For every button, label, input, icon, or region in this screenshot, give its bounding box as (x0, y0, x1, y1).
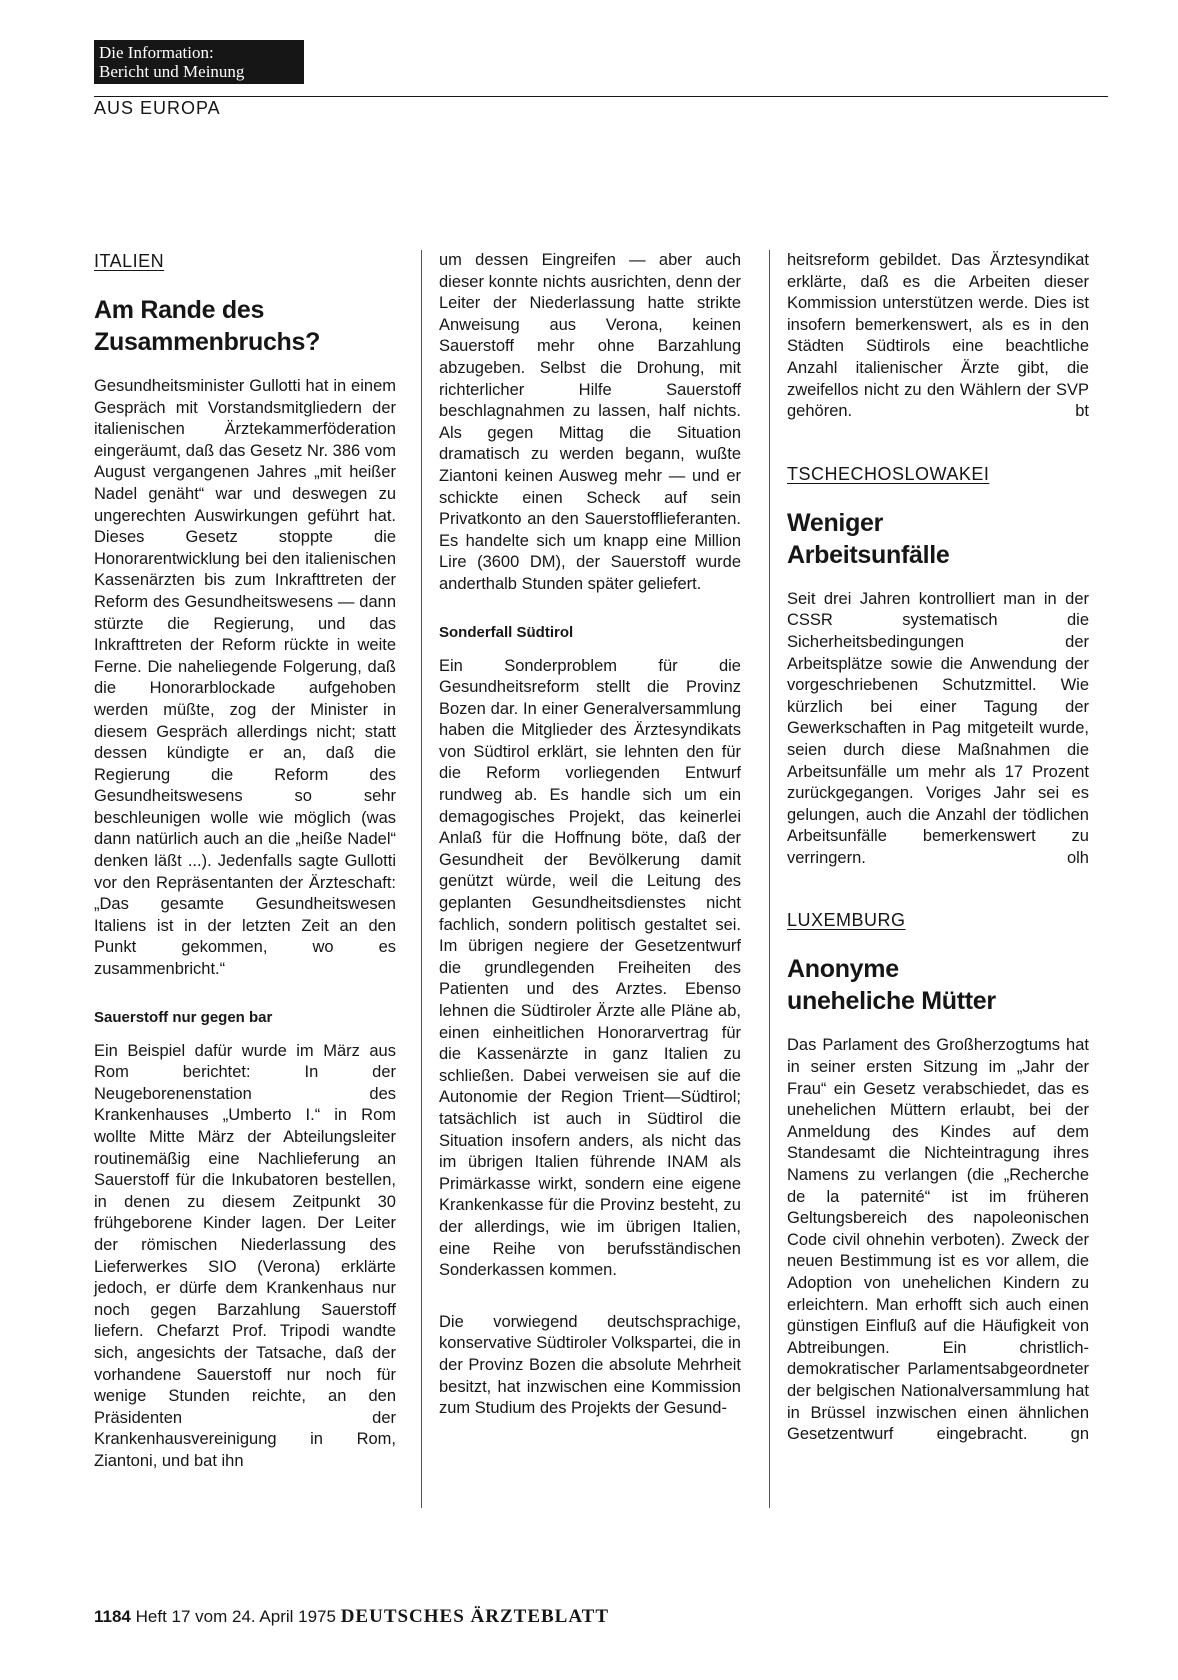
issue-info: Heft 17 vom 24. April 1975 (135, 1607, 336, 1626)
headline-line: Anonyme (787, 955, 899, 984)
section-title: AUS EUROPA (94, 98, 221, 118)
article-paragraph: Ein Beispiel dafür wurde im März aus Rom berichtet: In der Neugeborenenstation des Krankenhauses „Umberto I.“ in Rom wollte Mitte März der Abteilungsleiter routinemäßig eine Nachlieferung an Sauerstoff für die Inkubatoren bestellen, in denen zu diesem Zeitpunkt 30 frühgeborene Kinder lagen. Der Leiter der römischen Niederlassung des Lieferwerkes SIO (Verona) erklärte jedoch, er dürfe dem Krankenhaus nur noch gegen Barzahlung Sauerstoff liefern. Chefarzt Prof. Tripodi wandte sich, angesichts der Tatsache, daß der vorhandene Sauerstoff nur noch für wenige Stunden reichte, an den Präsidenten der Krankenhausvereinigung in Rom, Ziantoni, und bat ihn (94, 1041, 396, 1470)
column-3 (787, 250, 1089, 1446)
column-2 (439, 250, 741, 1420)
paragraph-text: heitsreform gebildet. Das Ärztesyndikat erklärte, daß es die Arbeiten dieser Kommission unterstützen werde. Dies ist insofern bemerkenswert, als es in den Städten Südtirols eine beachtliche Anzahl italienischer Ärzte gibt, die zweifellos nicht zu den Wählern der SVP gehören. (787, 251, 1089, 421)
page-number: 1184 (94, 1607, 131, 1626)
article-headline-tschechoslowakei (787, 507, 1089, 571)
article-paragraph (787, 589, 1089, 870)
article-paragraph: Ein Sonderproblem für die Gesundheitsreform stellt die Provinz Bozen dar. In einer Generalversammlung haben die Mitglieder des Ärztesyndikats von Südtirol erklärt, sie lehnten den für die Reform vorliegenden Entwurf rundweg ab. Es handle sich um ein demagogisches Projekt, das keinerlei Anlaß für die Hoffnung böte, daß der Gesundheit der Bevölkerung damit genützt würde, weil die Leitung des geplanten Gesundheitsdienstes nicht fachlich, sondern politisch gestaltet sei. Im übrigen negiere der Gesetzentwurf die grundlegenden Freiheiten des Patienten und des Arztes. Ebenso lehnen die Südtiroler Ärzte alle Pläne ab, einen einheitlichen Honorarvertrag für die Kassenärzte in ganz Italien zu schließen. Dabei verweisen sie auf die Autonomie der Region Trient—Südtirol; tatsächlich ist auch in Südtirol die Situation insofern anders, als nicht das im übrigen Italien führende INAM als Primärkasse wirkt, sondern eine eigene Krankenkasse für die Provinz besteht, zu der allerdings, wie im übrigen Italien, eine Reihe von berufsständischen Sonderkassen kommen. (439, 656, 741, 1280)
page-footer (94, 1606, 609, 1628)
subheading-sauerstoff: Sauerstoff nur gegen bar (94, 1008, 273, 1026)
article-headline-luxemburg (787, 953, 1089, 1017)
column-separator-1 (421, 250, 422, 1508)
headline-line: Am Rande des (94, 296, 265, 324)
column-1 (94, 250, 396, 1473)
article-paragraph (787, 1035, 1089, 1445)
country-label-tschechoslowakei: TSCHECHOSLOWAKEI (787, 463, 990, 484)
article-paragraph: Gesundheitsminister Gullotti hat in einem Gespräch mit Vorstandsmitgliedern der italienischen Ärztekammerföderation eingeräumt, daß das Gesetz Nr. 386 vom August vergangenen Jahres „mit heißer Nadel genäht“ war und deswegen zu ungerechten Auswirkungen geführt hat. Dieses Gesetz stoppte die Honorarentwicklung bei den italienischen Kassenärzten bis zum Inkrafttreten der Reform des Gesundheitswesens — dann stürzte die Regierung, und das Inkrafttreten der Reform rückte in weite Ferne. Die naheliegende Folgerung, daß die Honorarblockade aufgehoben werden müßte, zog der Minister in diesem Gespräch allerdings nicht; statt dessen kündigte er an, daß die Regierung die Reform des Gesundheitswesens so sehr beschleunigen wolle wie möglich (was dann natürlich auch an die „heiße Nadel“ denken läßt ...). Jedenfalls sagte Gullotti vor den Repräsentanten der Ärzteschaft: „Das gesamte Gesundheitswesen Italiens ist in der letzten Zeit an den Punkt gekommen, wo es zusammenbricht.“ (94, 377, 396, 979)
masthead-line-1: Die Information: (99, 43, 214, 62)
paragraph-text: Seit drei Jahren kontrolliert man in der CSSR systematisch die Sicherheitsbedingungen der Arbeitsplätze sowie die Anwendung der vorgeschriebenen Schutzmittel. Wie kürzlich bei einer Tagung der Gewerkschaften in Pag mitgeteilt wurde, seien durch diese Maßnahmen die Arbeitsunfälle um mehr als 17 Prozent zurückgegangen. Voriges Jahr sei es gelungen, auch die Anzahl der tödlichen Arbeitsunfälle bemerkenswert zu verringern. (787, 589, 1089, 867)
article-paragraph (787, 250, 1089, 423)
headline-line: uneheliche Mütter (787, 987, 996, 1016)
author-initials: olh (1066, 848, 1089, 867)
country-label-luxemburg: LUXEMBURG (787, 910, 906, 931)
subheading-suedtirol: Sonderfall Südtirol (439, 623, 574, 641)
article-headline-italien (94, 294, 396, 358)
article-paragraph: um dessen Eingreifen — aber auch dieser konnte nichts ausrichten, denn der Leiter der Niederlassung hatte strikte Anweisung aus Verona, keinen Sauerstoff mehr ohne Barzahlung abzugeben. Selbst die Drohung, mit richterlicher Hilfe Sauerstoff beschlagnahmen zu lassen, half nichts. Als gegen Mittag die Situation dramatisch zu werden begann, wußte Ziantoni keinen Ausweg mehr — und er schickte einen Scheck auf sein Privatkonto an den Sauerstofflieferanten. Es handelte sich um knapp eine Million Lire (3600 DM), der Sauerstoff wurde anderthalb Stunden später geliefert. (439, 251, 741, 593)
headline-line: Zusammenbruchs? (94, 328, 321, 356)
masthead (94, 40, 304, 84)
column-separator-2 (769, 250, 770, 1508)
author-initials: gn (1070, 1425, 1089, 1444)
author-initials: bt (1075, 402, 1089, 421)
headline-line: Weniger (787, 508, 884, 537)
country-label-italien: ITALIEN (94, 251, 165, 271)
publication-name: DEUTSCHES ÄRZTEBLATT (340, 1606, 610, 1627)
article-paragraph: Die vorwiegend deutschsprachige, konservative Südtiroler Volkspartei, die in der Provinz Bozen die absolute Mehrheit besitzt, hat inzwischen eine Kommission zum Studium des Projekts der Gesund- (439, 1312, 741, 1418)
headline-line: Arbeitsunfälle (787, 540, 950, 569)
header-rule (94, 96, 1108, 97)
paragraph-text: Das Parlament des Großherzogtums hat in seiner ersten Sitzung im „Jahr der Frau“ ein Gesetz verabschiedet, das es unehelichen Müttern erlaubt, bei der Anmeldung des Kindes auf dem Standesamt die Nichteintragung ihres Namens zu verlangen (die „Recherche de la paternité“ ist im früheren Geltungsbereich des napoleonischen Code civil ohnehin verboten). Zweck der neuen Bestimmung ist es vor allem, die Adoption von unehelichen Kindern zu erleichtern. Man erhofft sich auch einen günstigen Einfluß auf die Häufigkeit von Abtreibungen. Ein christlich-demokratischer Parlamentsabgeordneter der belgischen Nationalversammlung hat in Brüssel inzwischen einen ähnlichen Gesetzentwurf eingebracht. (787, 1036, 1089, 1444)
masthead-line-2: Bericht und Meinung (99, 62, 245, 81)
